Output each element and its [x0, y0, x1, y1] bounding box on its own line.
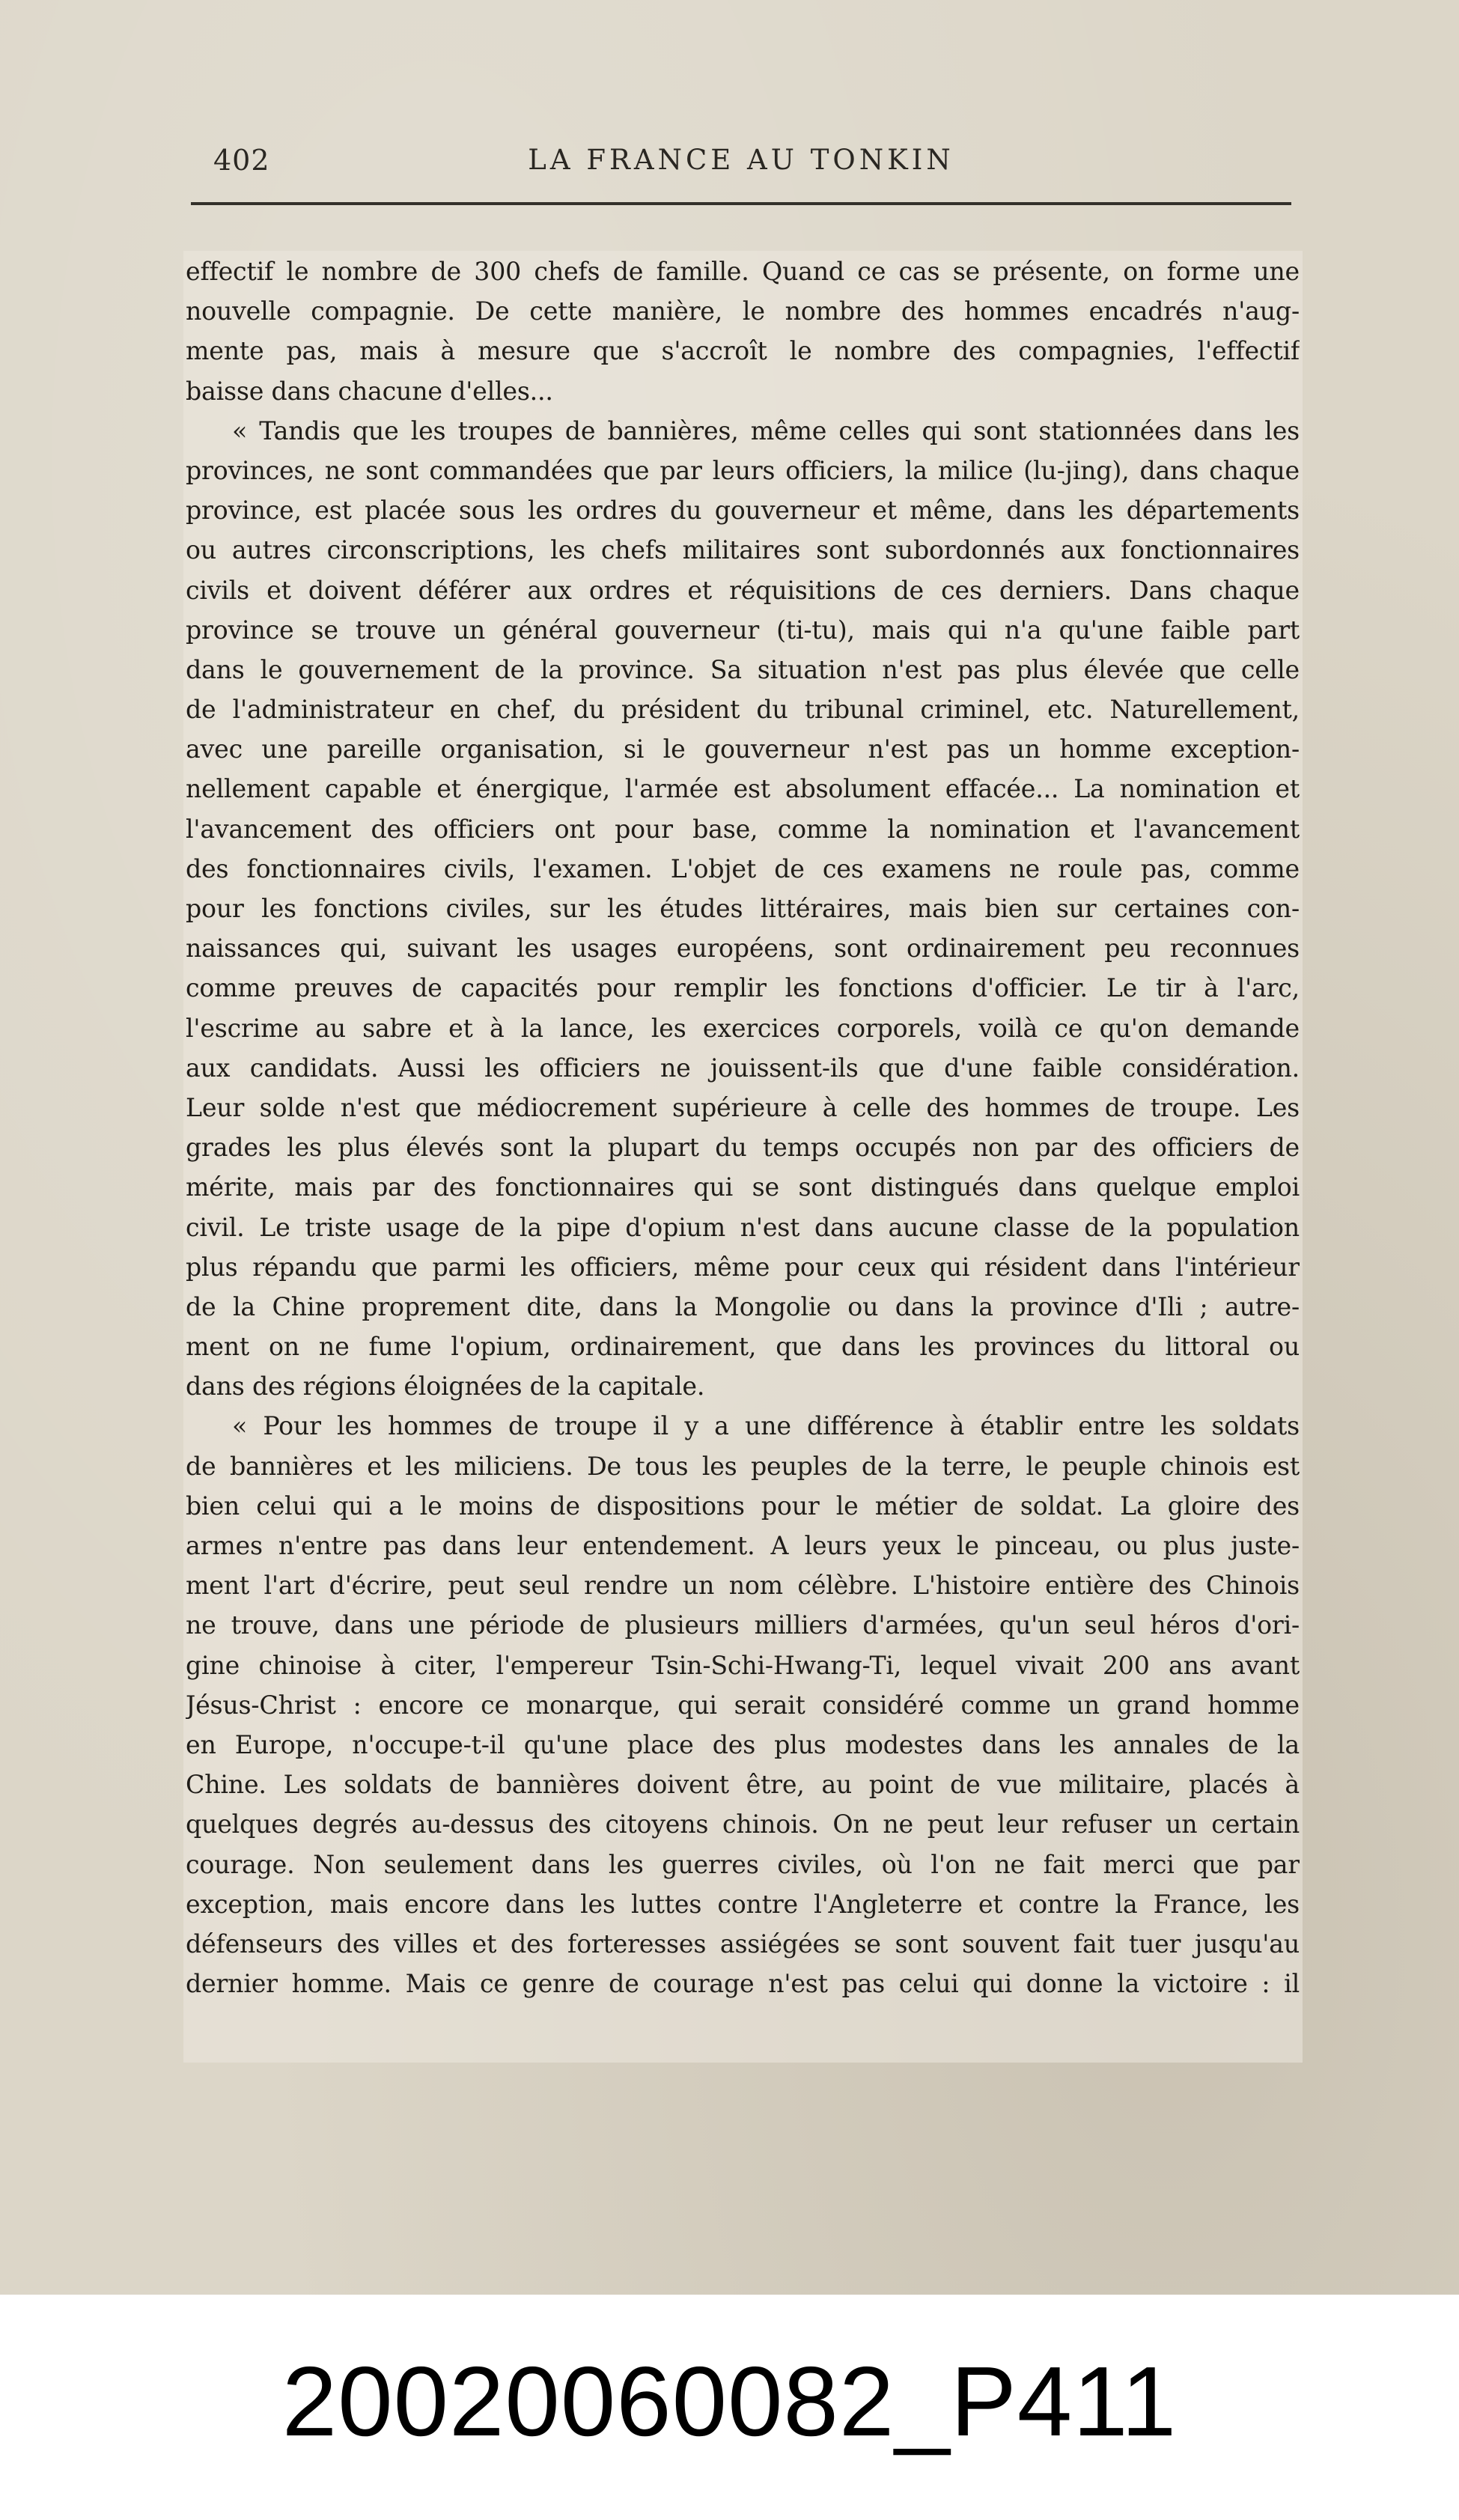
text-line: nellement capable et énergique, l'armée est absolument effacée... La nomination et	[186, 774, 1300, 804]
text-line: ment l'art d'écrire, peut seul rendre un nom célèbre. L'histoire entière des Chinois	[186, 1571, 1300, 1601]
text-line: ou autres circonscriptions, les chefs militaires sont subordonnés aux fonctionnaires	[186, 535, 1300, 565]
body-text	[186, 252, 1300, 2003]
text-line: ne trouve, dans une période de plusieurs milliers d'armées, qu'un seul héros d'ori-	[186, 1610, 1300, 1640]
text-line: quelques degrés au-dessus des citoyens chinois. On ne peut leur refuser un certain	[186, 1810, 1300, 1839]
running-title: LA FRANCE AU TONKIN	[528, 144, 954, 176]
text-line: Jésus-Christ : encore ce monarque, qui serait considéré comme un grand homme	[186, 1690, 1300, 1720]
page-header	[191, 144, 1291, 189]
text-line: civils et doivent déférer aux ordres et réquisitions de ces derniers. Dans chaque	[186, 575, 1300, 605]
text-line: mente pas, mais à mesure que s'accroît le nombre des compagnies, l'effectif	[186, 336, 1300, 366]
text-line: provinces, ne sont commandées que par leurs officiers, la milice (lu-jing), dans chaque	[186, 455, 1300, 485]
text-line: grades les plus élevés sont la plupart du temps occupés non par des officiers de	[186, 1133, 1300, 1163]
text-line: civil. Le triste usage de la pipe d'opium n'est dans aucune classe de la population	[186, 1212, 1300, 1242]
text-line: avec une pareille organisation, si le gouverneur n'est pas un homme exception-	[186, 734, 1300, 764]
text-line: défenseurs des villes et des forteresses assiégées se sont souvent fait tuer jusqu'au	[186, 1929, 1300, 1959]
text-line: nouvelle compagnie. De cette manière, le nombre des hommes encadrés n'aug-	[186, 296, 1300, 326]
text-line: province se trouve un général gouverneur (ti-tu), mais qui n'a qu'une faible part	[186, 615, 1300, 645]
text-line: comme preuves de capacités pour remplir les fonctions d'officier. Le tir à l'arc,	[186, 973, 1300, 1003]
text-line: Leur solde n'est que médiocrement supérieure à celle des hommes de troupe. Les	[186, 1092, 1300, 1122]
text-line: aux candidats. Aussi les officiers ne jouissent-ils que d'une faible considération.	[186, 1053, 1300, 1083]
text-line: province, est placée sous les ordres du gouverneur et même, dans les départements	[186, 496, 1300, 526]
text-line: dans des régions éloignées de la capitale.	[186, 1372, 705, 1401]
text-line: Chine. Les soldats de bannières doivent être, au point de vue militaire, placés à	[186, 1770, 1300, 1800]
text-line: de l'administrateur en chef, du président du tribunal criminel, etc. Naturellement,	[186, 695, 1300, 725]
page-number: 402	[213, 144, 270, 177]
text-line: gine chinoise à citer, l'empereur Tsin-Schi-Hwang-Ti, lequel vivait 200 ans avant	[186, 1650, 1300, 1680]
text-line: de bannières et les miliciens. De tous les peuples de la terre, le peuple chinois est	[186, 1451, 1300, 1481]
text-line: baisse dans chacune d'elles...	[186, 376, 553, 406]
text-line: plus répandu que parmi les officiers, même pour ceux qui résident dans l'intérieur	[186, 1252, 1300, 1282]
text-line: armes n'entre pas dans leur entendement. A leurs yeux le pinceau, ou plus juste-	[186, 1531, 1300, 1560]
header-rule	[191, 202, 1291, 205]
text-line: exception, mais encore dans les luttes contre l'Angleterre et contre la France, les	[186, 1889, 1300, 1919]
text-line: effectif le nombre de 300 chefs de famille. Quand ce cas se présente, on forme une	[186, 257, 1300, 286]
text-line: dans le gouvernement de la province. Sa situation n'est pas plus élevée que celle	[186, 654, 1300, 684]
text-line: bien celui qui a le moins de dispositions pour le métier de soldat. La gloire des	[186, 1491, 1300, 1521]
text-line: mérite, mais par des fonctionnaires qui se sont distingués dans quelque emploi	[186, 1172, 1300, 1202]
image-identifier-caption: 20020060082_P411	[281, 2346, 1178, 2456]
text-line: en Europe, n'occupe-t-il qu'une place des plus modestes dans les annales de la	[186, 1729, 1300, 1759]
text-line: naissances qui, suivant les usages européens, sont ordinairement peu reconnues	[186, 934, 1300, 964]
text-line: l'avancement des officiers ont pour base, comme la nomination et l'avancement	[186, 814, 1300, 844]
text-line: courage. Non seulement dans les guerres civiles, où l'on ne fait merci que par	[186, 1849, 1300, 1879]
text-line: « Tandis que les troupes de bannières, même celles qui sont stationnées dans les	[232, 416, 1300, 445]
text-line: de la Chine proprement dite, dans la Mongolie ou dans la province d'Ili ; autre-	[186, 1291, 1300, 1321]
text-line: pour les fonctions civiles, sur les études littéraires, mais bien sur certaines con-	[186, 894, 1300, 923]
text-line: « Pour les hommes de troupe il y a une différence à établir entre les soldats	[232, 1411, 1300, 1441]
text-line: ment on ne fume l'opium, ordinairement, que dans les provinces du littoral ou	[186, 1332, 1300, 1362]
text-line: des fonctionnaires civils, l'examen. L'objet de ces examens ne roule pas, comme	[186, 853, 1300, 883]
text-line: l'escrime au sabre et à la lance, les exercices corporels, voilà ce qu'on demande	[186, 1013, 1300, 1043]
text-line: dernier homme. Mais ce genre de courage n'est pas celui qui donne la victoire : il	[186, 1969, 1300, 1999]
